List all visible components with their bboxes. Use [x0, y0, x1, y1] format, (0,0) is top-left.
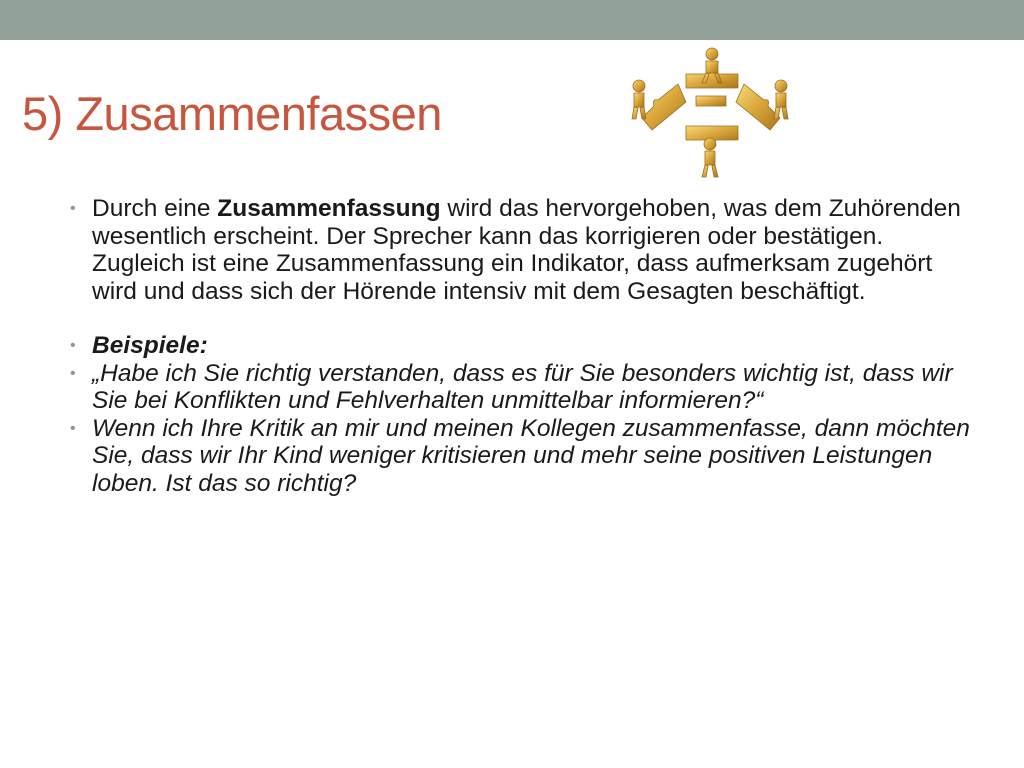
bullet-dot-icon: • [70, 364, 76, 382]
bullet-text: Wenn ich Ihre Kritik an mir und meinen Kollegen zusammenfasse, dann möchten Sie, dass wir Ihr Kind weniger kritisieren und mehr seine positiven Leistungen loben. Ist das so richtig? [92, 414, 970, 497]
bullet-dot-icon: • [70, 419, 76, 437]
bullet-dot-icon: • [70, 200, 76, 217]
top-accent-bar [0, 0, 1024, 40]
bullet-text: Beispiele: [92, 332, 208, 359]
bullet-example-2 [70, 415, 970, 498]
bullet-definition [70, 195, 970, 305]
bullet-list [70, 195, 970, 497]
bullet-dot-icon: • [70, 337, 76, 354]
bullet-text: Durch eine Zusammenfassung wird das hervorgehoben, was dem Zuhörenden wesentlich erscheint. Der Sprecher kann das korrigieren oder bestätigen. Zugleich ist eine Zusammenfassung ein Indikator, dass aufmerksam zugehört wird und dass sich der Hörende intensiv mit dem Gesagten beschäftigt. [92, 195, 961, 305]
emphasis-term: Zusammenfassung [217, 195, 441, 222]
puzzle-people-icon [626, 44, 794, 178]
bullet-example-1 [70, 360, 970, 415]
bullet-text: „Habe ich Sie richtig verstanden, dass es für Sie besonders wichtig ist, dass wir Sie bei Konflikten und Fehlverhalten unmittelbar informieren?“ [92, 359, 953, 414]
slide-title: 5) Zusammenfassen [22, 87, 442, 140]
bullet-examples-heading [70, 332, 970, 360]
